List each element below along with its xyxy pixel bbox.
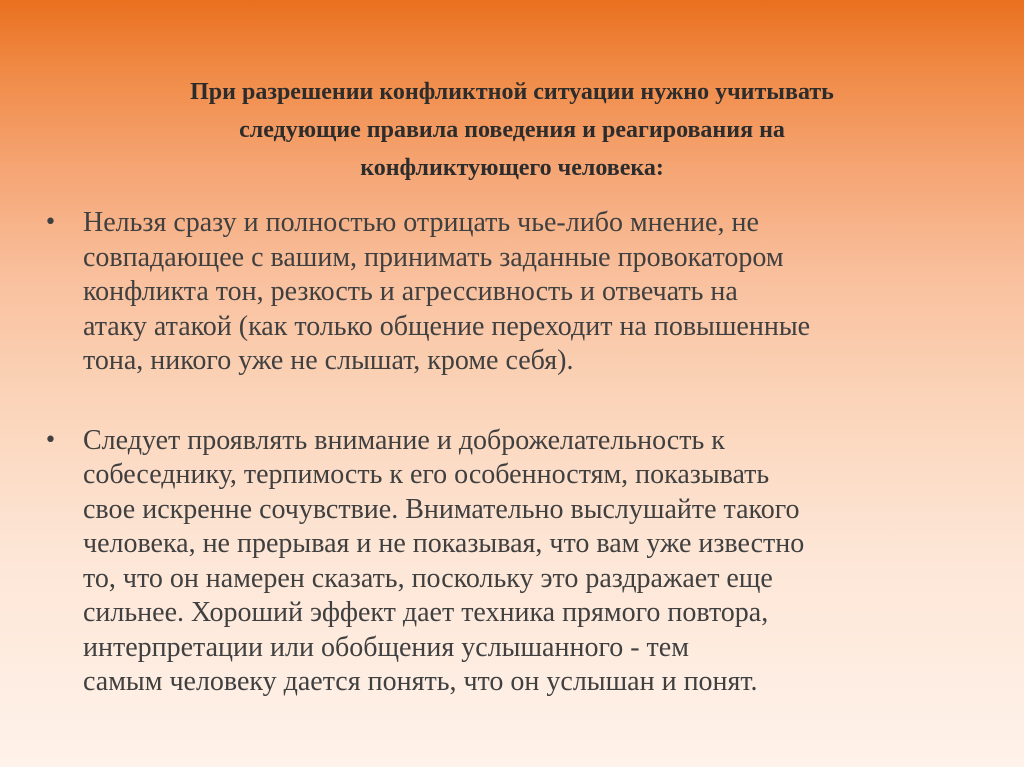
bullet-icon: • bbox=[44, 210, 57, 235]
title-line: следующие правила поведения и реагирования на bbox=[239, 117, 785, 143]
bullet-icon: • bbox=[44, 427, 57, 453]
bullet-line: Следует проявлять внимание и доброжелательность к bbox=[83, 424, 725, 456]
bullet-line: совпадающее с вашим, принимать заданные провокатором bbox=[83, 241, 784, 273]
bullet-line: собеседнику, терпимость к его особенностям, показывать bbox=[83, 459, 770, 490]
bullet-item bbox=[44, 206, 984, 379]
bullet-line: Нельзя сразу и полностью отрицать чье-либо мнение, не bbox=[83, 207, 759, 238]
bullet-line: атаку атакой (как только общение переходит на повышенные bbox=[83, 310, 811, 342]
slide-title bbox=[60, 73, 964, 187]
bullet-line: самым человеку дается понять, что он услышан и понят. bbox=[83, 666, 758, 697]
bullet-line: человека, не прерывая и не показывая, что вам уже известно bbox=[83, 528, 805, 559]
bullet-line: интерпретации или обобщения услышанного - тем bbox=[83, 631, 689, 663]
bullet-line: тона, никого уже не слышат, кроме себя). bbox=[83, 345, 574, 376]
bullet-line: свое искренне сочувствие. Внимательно выслушайте такого bbox=[83, 493, 800, 525]
bullet-line: то, что он намерен сказать, поскольку это раздражает еще bbox=[83, 562, 773, 594]
bullet-item bbox=[44, 424, 984, 700]
bullet-line: конфликта тон, резкость и агрессивность и отвечать на bbox=[83, 276, 738, 307]
bullet-line: сильнее. Хороший эффект дает техника прямого повтора, bbox=[83, 597, 769, 628]
bullet-list bbox=[44, 206, 984, 700]
title-line: При разрешении конфликтной ситуации нужно учитывать bbox=[190, 79, 834, 105]
title-line: конфликтующего человека: bbox=[360, 155, 664, 181]
